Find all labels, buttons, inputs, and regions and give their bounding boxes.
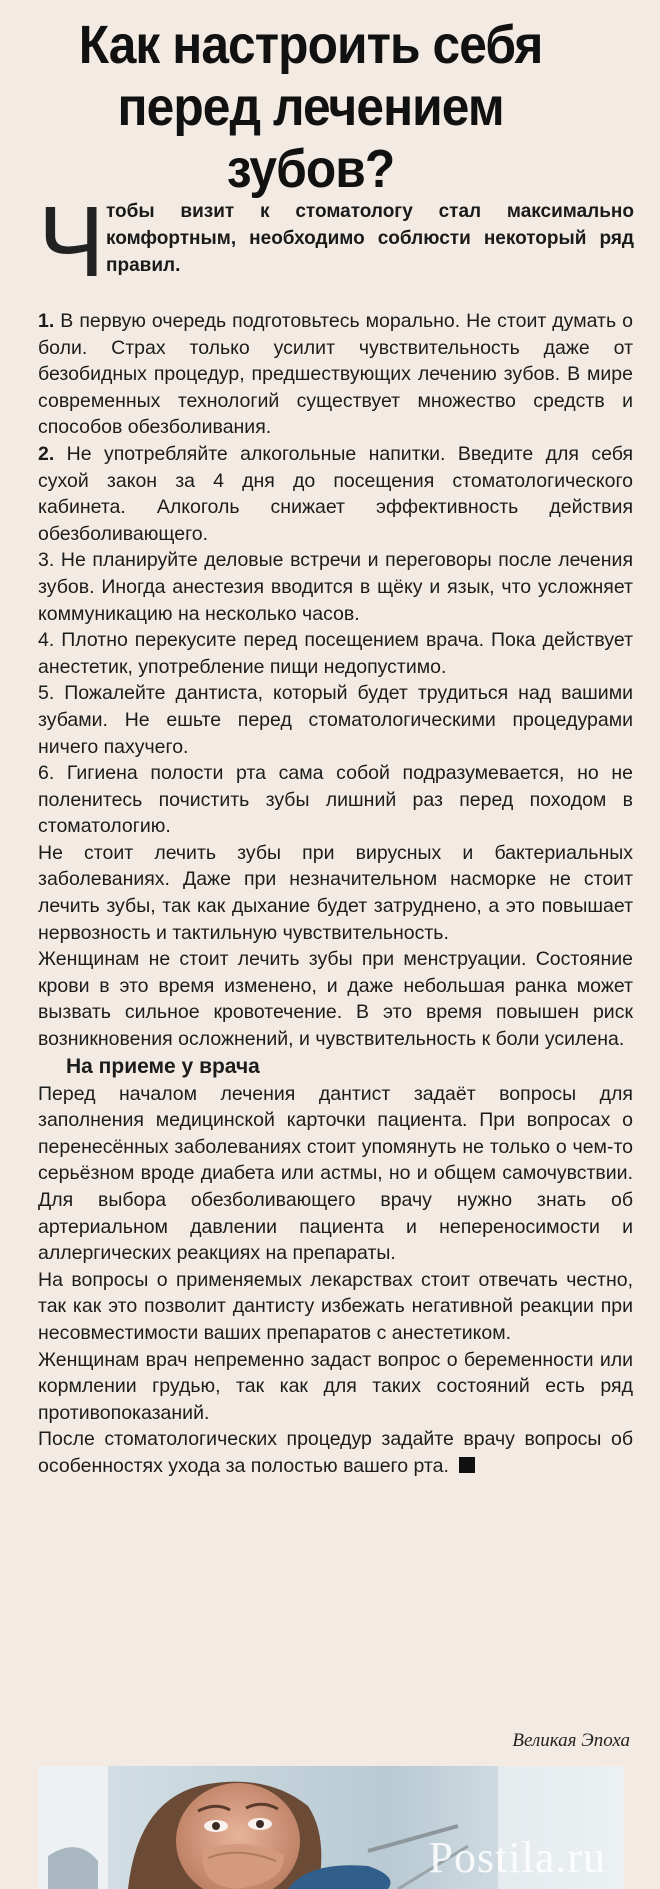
rule-item bbox=[38, 627, 633, 680]
paragraph-drugs: На вопросы о применяемых лекарствах стоит отвечать честно, так как это позволит дантисту избежать негативной реакции при несовместимости ваших препаратов с анестетиком. bbox=[38, 1268, 633, 1344]
rule-number: 5. bbox=[38, 682, 55, 705]
article-body bbox=[38, 308, 633, 1480]
rule-number: 2. bbox=[38, 442, 55, 465]
subheading: На приеме у врача bbox=[66, 1054, 260, 1078]
lead-paragraph bbox=[38, 186, 634, 298]
rule-number: 6. bbox=[38, 762, 55, 785]
source-credit: Великая Эпоха bbox=[512, 1730, 630, 1751]
rule-text: Пожалейте дантиста, который будет трудиться над вашими зубами. Не ешьте перед стоматологическими процедурами ничего пахучего. bbox=[38, 682, 633, 758]
paragraph-women-1: Женщинам не стоит лечить зубы при менструации. Состояние крови в это время изменено, и даже небольшая ранка может вызвать сильное кровотечение. В это время повышен риск возникновения осложнений, и чувствительность к боли усилена. bbox=[38, 948, 633, 1051]
rule-text: Не планируйте деловые встречи и переговоры после лечения зубов. Иногда анестезия вводится в щёку и язык, что усложняет коммуникацию на несколько часов. bbox=[38, 549, 633, 625]
rule-item bbox=[38, 760, 633, 840]
paragraph-after bbox=[38, 1426, 633, 1479]
rule-item bbox=[38, 308, 633, 441]
rule-text: Плотно перекусите перед посещением врача. Пока действует анестетик, употребление пищи недопустимо. bbox=[38, 629, 633, 678]
rule-item bbox=[38, 547, 633, 627]
rule-text: Не употребляйте алкогольные напитки. Введите для себя сухой закон за 4 дня до посещения стоматологического кабинета. Алкоголь снижает эффективность действия обезболивающего. bbox=[38, 442, 633, 545]
article-title bbox=[30, 14, 591, 200]
paragraph-after-text: После стоматологических процедур задайте врачу вопросы об особенностях ухода за полостью вашего рта. bbox=[38, 1428, 633, 1477]
drop-cap: Ч bbox=[38, 186, 105, 298]
rule-item bbox=[38, 680, 633, 760]
title-line-2: перед лечением зубов? bbox=[117, 77, 504, 199]
paragraph-women-2: Женщинам врач непременно задаст вопрос о беременности или кормлении грудью, так как для таких состояний есть ряд противопоказаний. bbox=[38, 1348, 633, 1424]
rule-text: Гигиена полости рта сама собой подразумевается, но не поленитесь почистить зубы лишний раз перед походом в стоматологию. bbox=[38, 762, 633, 838]
rule-number: 3. bbox=[38, 549, 55, 572]
dental-patient-photo bbox=[38, 1766, 624, 1889]
rule-text: В первую очередь подготовьтесь морально. Не стоит думать о боли. Страх только усилит чувствительность даже от безобидных процедур, предшествующих лечению зубов. В мире современных технологий существует множество средств и способов обезболивания. bbox=[38, 310, 633, 439]
title-line-1: Как настроить себя bbox=[78, 15, 543, 75]
end-mark-icon bbox=[459, 1457, 475, 1473]
lead-text: тобы визит к стоматологу стал максимально комфортным, необходимо соблюсти некоторый ряд правил. bbox=[106, 201, 634, 276]
rule-number: 4. bbox=[38, 629, 55, 652]
paragraph-viral: Не стоит лечить зубы при вирусных и бактериальных заболеваниях. Даже при незначительном насморке не стоит лечить зубы, так как дыхание будет затруднено, а это повышает нервозность и тактильную чувствительность. bbox=[38, 841, 633, 944]
rule-number: 1. bbox=[38, 310, 55, 332]
paragraph-card: Перед началом лечения дантист задаёт вопросы для заполнения медицинской карточки пациента. При вопросах о перенесённых заболеваниях стоит упомянуть не только о чем-то серьёзном вроде диабета или астмы, но и общем самочувствии. Для выбора обезболивающего врачу нужно знать об артериальном давлении пациента и непереносимости и аллергических реакциях на препараты. bbox=[38, 1082, 633, 1265]
rule-item bbox=[38, 441, 633, 547]
watermark-text: Postila.ru bbox=[428, 1833, 606, 1882]
